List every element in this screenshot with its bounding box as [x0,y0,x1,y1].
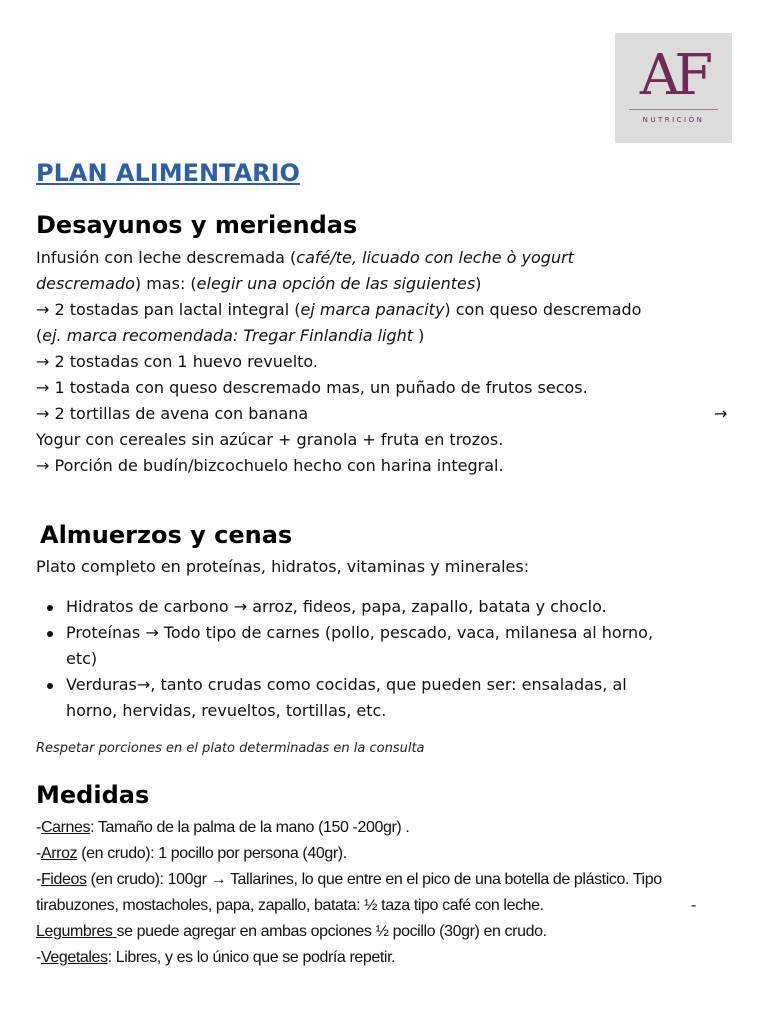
bullet-icon [47,605,53,611]
desayuno-line-1: Infusión con leche descremada (café/te, licuado con leche ò yogurt [36,248,574,267]
desayuno-line-7: → 2 tortillas de avena con banana [36,404,309,423]
logo-subtitle: NUTRICIÓN [642,116,705,124]
desayuno-line-2: descremado) mas: (elegir una opción de las siguientes) [36,274,482,293]
medida-fideos-cont: tirabuzones, mostacholes, papa, zapallo, batata: ½ taza tipo café con leche. [36,897,544,914]
desayuno-line-6: → 1 tostada con queso descremado mas, un puñado de frutos secos. [36,378,588,397]
brand-logo [615,33,732,143]
desayuno-line-3: → 2 tostadas pan lactal integral (ej marca panacity) con queso descremado [36,300,642,319]
list-item-proteinas-cont: etc) [66,649,98,668]
medida-arroz: -Arroz (en crudo): 1 pocillo por persona (40gr). [36,845,347,862]
list-item-verduras: Verduras→, tanto crudas como cocidas, que pueden ser: ensaladas, al [66,675,627,694]
list-item-hidratos: Hidratos de carbono → arroz, fideos, papa, zapallo, batata y choclo. [66,597,607,616]
section-heading-desayunos: Desayunos y meriendas [36,211,358,239]
bullet-icon [47,631,53,637]
page-title: PLAN ALIMENTARIO [36,159,300,187]
medida-carnes: -Carnes: Tamaño de la palma de la mano (150 -200gr) . [36,819,410,836]
dash-mark: - [691,897,697,914]
logo-divider [629,109,718,110]
logo-monogram: AF [639,43,708,108]
desayuno-line-4: (ej. marca recomendada: Tregar Finlandia light ) [36,326,425,345]
almuerzos-intro: Plato completo en proteínas, hidratos, vitaminas y minerales: [36,557,530,576]
desayuno-line-9: → Porción de budín/bizcochuelo hecho con harina integral. [36,456,504,475]
medida-legumbres: Legumbres se puede agregar en ambas opciones ½ pocillo (30gr) en crudo. [36,923,547,940]
list-item-verduras-cont: horno, hervidas, revueltos, tortillas, etc. [66,701,387,720]
list-item-proteinas: Proteínas → Todo tipo de carnes (pollo, pescado, vaca, milanesa al horno, [66,623,654,642]
section-heading-almuerzos: Almuerzos y cenas [40,521,293,549]
section-heading-medidas: Medidas [36,781,150,809]
porciones-note: Respetar porciones en el plato determinadas en la consulta [36,741,425,756]
medida-vegetales: -Vegetales: Libres, y es lo único que se podría repetir. [36,949,396,966]
desayuno-line-5: → 2 tostadas con 1 huevo revuelto. [36,352,318,371]
desayuno-line-8: Yogur con cereales sin azúcar + granola + fruta en trozos. [36,430,504,449]
bullet-icon [47,683,53,689]
arrow-icon: → [714,404,728,423]
medida-fideos: -Fideos (en crudo): 100gr → Tallarines, lo que entre en el pico de una botella de plástico. Tipo [36,871,662,888]
